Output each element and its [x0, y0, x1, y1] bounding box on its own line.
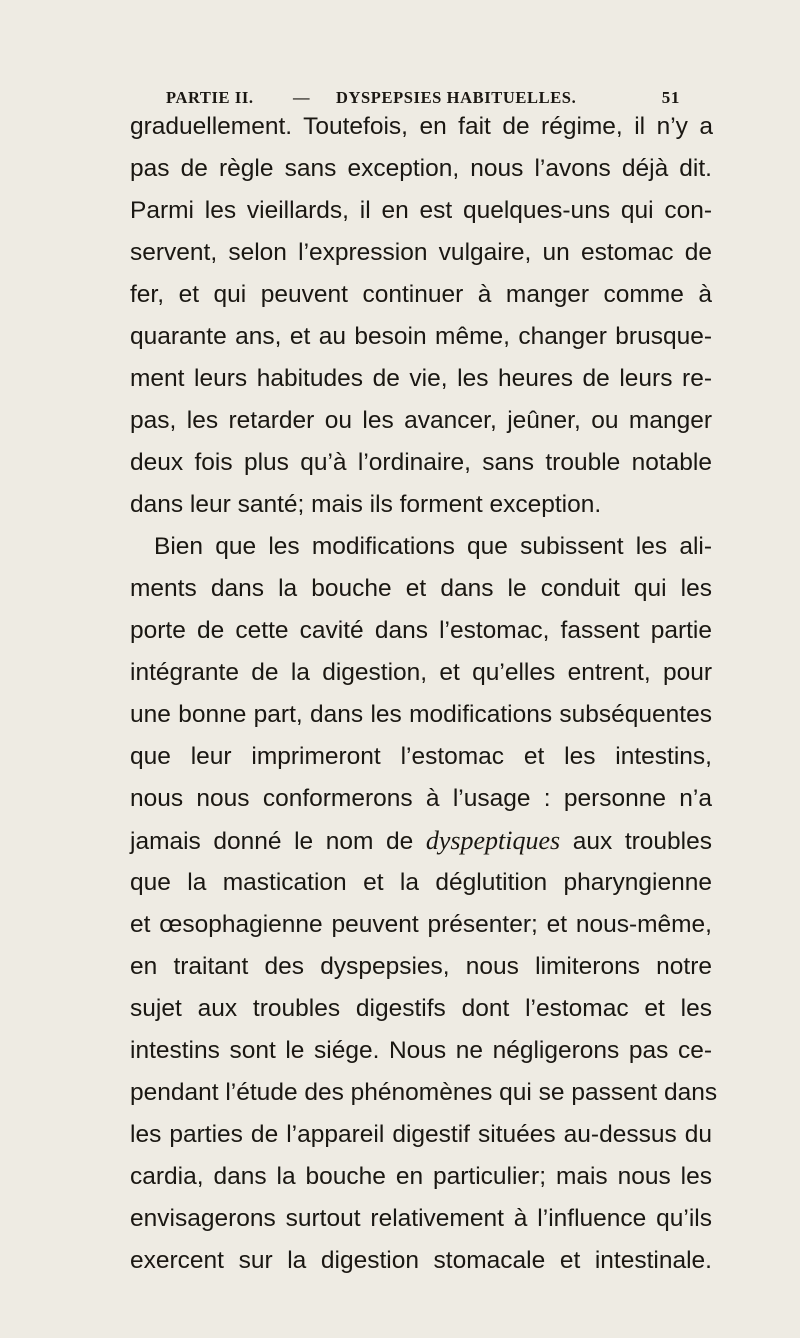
text-line: porte de cette cavité dans l’estomac, fassent partie: [130, 617, 712, 644]
text-line: servent, selon l’expression vulgaire, un estomac de: [130, 239, 712, 266]
text-line: dans leur santé; mais ils forment exception.: [130, 491, 602, 518]
text-line: intégrante de la digestion, et qu’elles entrent, pour: [130, 659, 712, 686]
text-line: en traitant des dyspepsies, nous limiterons notre: [130, 953, 712, 980]
text-line: une bonne part, dans les modifications subséquentes: [130, 701, 712, 728]
text-line: pendant l’étude des phénomènes qui se passent dans: [130, 1079, 718, 1106]
text-line: ments dans la bouche et dans le conduit qui les: [130, 575, 712, 602]
text-line: envisagerons surtout relativement à l’influence qu’ils: [130, 1205, 712, 1232]
header-separator: —: [293, 88, 311, 107]
text-line: ment leurs habitudes de vie, les heures de leurs re-: [130, 365, 712, 392]
text-line: deux fois plus qu’à l’ordinaire, sans trouble notable: [130, 449, 712, 476]
text-line: graduellement. Toutefois, en fait de régime, il n’y a: [130, 113, 713, 140]
section-label: PARTIE II.: [166, 88, 254, 107]
text-line: sujet aux troubles digestifs dont l’estomac et les: [130, 995, 712, 1022]
text-line: que la mastication et la déglutition pharyngienne: [130, 869, 712, 896]
text-line: nous nous conformerons à l’usage : personne n’a: [130, 785, 712, 812]
text-line: les parties de l’appareil digestif situées au-dessus du: [130, 1121, 712, 1148]
text-line: que leur imprimeront l’estomac et les intestins,: [130, 743, 712, 770]
text-line: cardia, dans la bouche en particulier; mais nous les: [130, 1163, 712, 1190]
text-line: pas de règle sans exception, nous l’avons déjà dit.: [130, 155, 712, 182]
line-text-after: aux troubles: [560, 828, 712, 855]
text-line: [130, 820, 712, 862]
text-line: pas, les retarder ou les avancer, jeûner, ou manger: [130, 407, 712, 434]
text-line: quarante ans, et au besoin même, changer brusque-: [130, 323, 712, 350]
text-line: Bien que les modifications que subissent les ali-: [154, 533, 712, 560]
line-text-before: jamais donné le nom de: [130, 828, 426, 855]
text-line: intestins sont le siége. Nous ne négligerons pas ce-: [130, 1037, 712, 1064]
text-line: et œsophagienne peuvent présenter; et nous-même,: [130, 911, 712, 938]
text-line: Parmi les vieillards, il en est quelques-uns qui con-: [130, 197, 712, 224]
page-number: 51: [661, 88, 680, 107]
italic-term: dyspeptiques: [425, 826, 561, 855]
text-line: exercent sur la digestion stomacale et intestinale.: [130, 1247, 712, 1274]
text-line: fer, et qui peuvent continuer à manger comme à: [130, 281, 712, 308]
chapter-title: DYSPEPSIES HABITUELLES.: [336, 88, 577, 107]
